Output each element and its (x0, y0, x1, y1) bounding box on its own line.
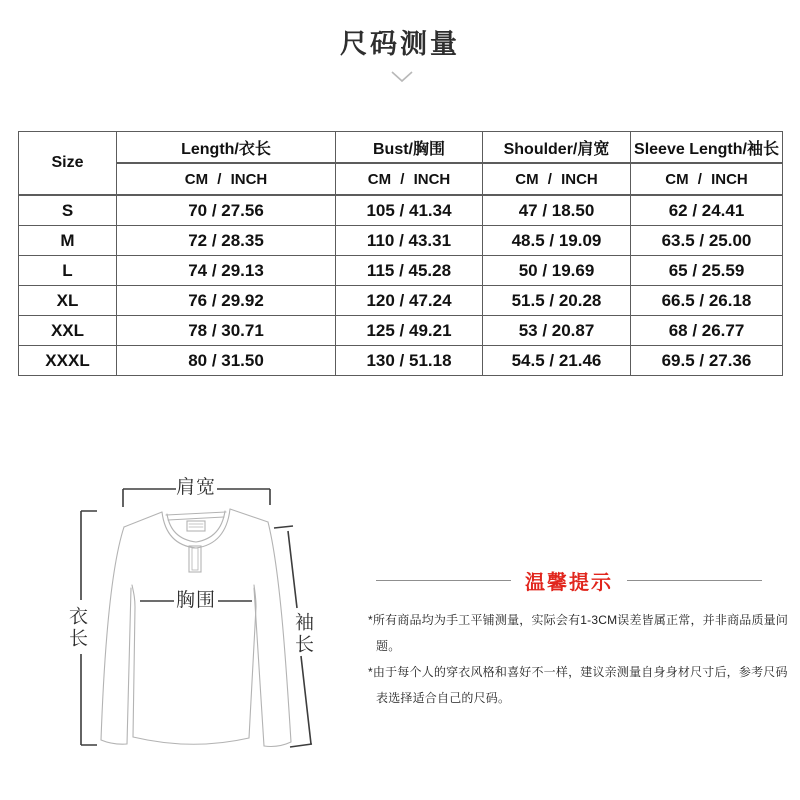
unit-header: CM / INCH (631, 163, 783, 195)
measurement-cell: 76 / 29.92 (117, 286, 336, 316)
measurement-cell: 78 / 30.71 (117, 316, 336, 346)
measurement-cell: 69.5 / 27.36 (631, 346, 783, 376)
measurement-cell: 66.5 / 26.18 (631, 286, 783, 316)
unit-header: CM / INCH (117, 163, 336, 195)
measurement-cell: 51.5 / 20.28 (483, 286, 631, 316)
divider-line (376, 580, 511, 581)
size-cell: XXL (19, 316, 117, 346)
measurement-cell: 63.5 / 25.00 (631, 226, 783, 256)
measurement-cell: 50 / 19.69 (483, 256, 631, 286)
table-row (19, 316, 783, 346)
table-row (19, 286, 783, 316)
chevron-down-icon (384, 68, 420, 86)
table-unit-row (19, 163, 783, 195)
measurement-cell: 54.5 / 21.46 (483, 346, 631, 376)
measurement-cell: 105 / 41.34 (336, 195, 483, 226)
column-header-bust: Bust/胸围 (336, 132, 483, 164)
measurement-cell: 48.5 / 19.09 (483, 226, 631, 256)
table-header-row (19, 132, 783, 164)
measurement-cell: 120 / 47.24 (336, 286, 483, 316)
size-cell: XL (19, 286, 117, 316)
bust-label: 胸围 (175, 590, 216, 611)
table-row (19, 346, 783, 376)
tips-notes (368, 607, 798, 711)
divider-line (627, 580, 762, 581)
column-header-sleeve: Sleeve Length/袖长 (631, 132, 783, 164)
shoulder-width-label: 肩宽 (175, 477, 216, 498)
measurement-cell: 68 / 26.77 (631, 316, 783, 346)
page-header (0, 28, 800, 60)
tips-section (368, 566, 798, 711)
measurement-cell: 70 / 27.56 (117, 195, 336, 226)
measurement-cell: 74 / 29.13 (117, 256, 336, 286)
column-header-length: Length/衣长 (117, 132, 336, 164)
column-header-size: Size (19, 132, 117, 196)
page-title: 尺码测量 (340, 29, 460, 59)
measurement-cell: 110 / 43.31 (336, 226, 483, 256)
size-cell: S (19, 195, 117, 226)
measurement-cell: 72 / 28.35 (117, 226, 336, 256)
tip-note: *由于每个人的穿衣风格和喜好不一样，建议亲测量自身身材尺寸后，参考尺码表选择适合自己的尺码。 (368, 665, 788, 705)
tips-title: 温馨提示 (525, 572, 613, 594)
measurement-cell: 80 / 31.50 (117, 346, 336, 376)
measurement-cell: 47 / 18.50 (483, 195, 631, 226)
unit-header: CM / INCH (336, 163, 483, 195)
body-length-label: 衣长 (66, 606, 87, 650)
tip-note: *所有商品均为手工平铺测量，实际会有1-3CM误差皆属正常，并非商品质量问题。 (368, 613, 789, 653)
size-chart-table (18, 131, 783, 376)
size-cell: L (19, 256, 117, 286)
column-header-shoulder: Shoulder/肩宽 (483, 132, 631, 164)
table-row (19, 226, 783, 256)
table-row (19, 256, 783, 286)
measurement-lines (81, 489, 312, 747)
size-cell: XXXL (19, 346, 117, 376)
tips-heading-row (376, 566, 762, 595)
measurement-cell: 130 / 51.18 (336, 346, 483, 376)
sleeve-length-label: 袖长 (292, 612, 313, 656)
size-cell: M (19, 226, 117, 256)
measurement-cell: 125 / 49.21 (336, 316, 483, 346)
measurement-cell: 62 / 24.41 (631, 195, 783, 226)
measurement-cell: 65 / 25.59 (631, 256, 783, 286)
measurement-cell: 53 / 20.87 (483, 316, 631, 346)
table-row (19, 195, 783, 226)
unit-header: CM / INCH (483, 163, 631, 195)
measurement-cell: 115 / 45.28 (336, 256, 483, 286)
measurement-diagram (40, 450, 340, 780)
